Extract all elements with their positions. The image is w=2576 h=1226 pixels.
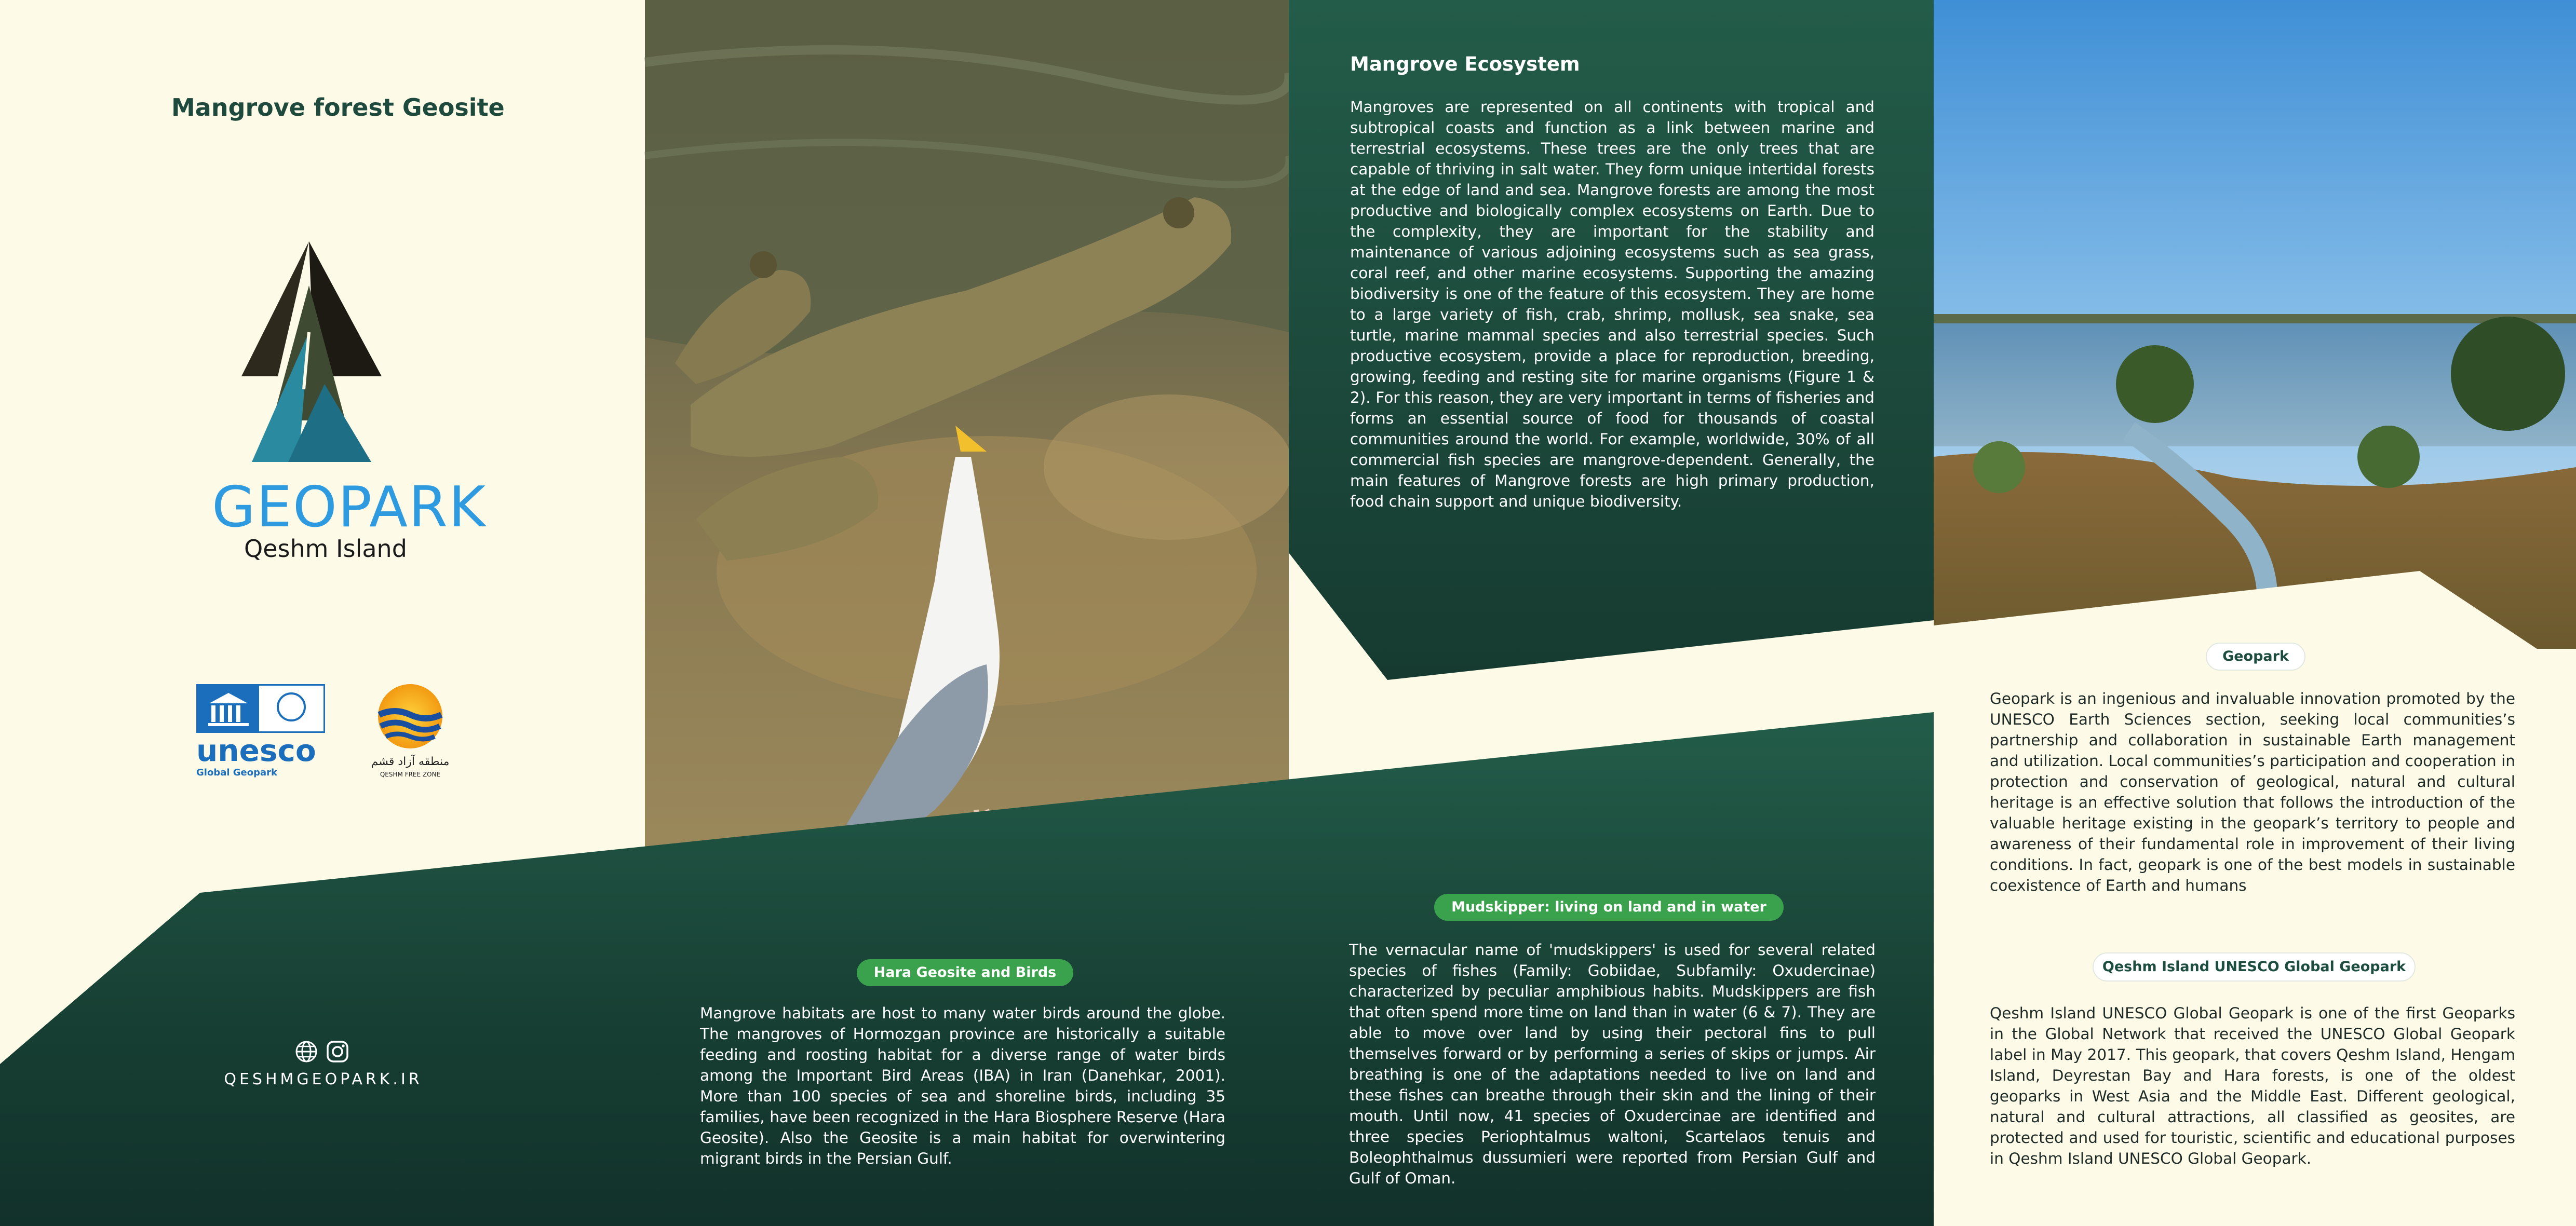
mudskipper-photo <box>645 0 1293 893</box>
unesco-logo <box>196 684 325 778</box>
mudskipper-body: The vernacular name of 'mudskippers' is used for several related species of fishes (Family: Gobiidae, Subfamily: Oxudercinae) characterized by peculiar amphibious habits. Mudskippers are fish that often spend more time on land than in water (6 & 7). They are able to move over land by using their pectoral fins to pull themselves forward or by performing a series of skips or jumps. Air breathing is one of the adaptations needed to live on land and these fishes can breathe through their skin and the lining of their mouth. Until now, 41 species of Oxudercinae are identified and three species Periophtalmus waltoni, Scartelaos tenuis and Boleophthalmus dussumieri were reported from Persian Gulf and Gulf of Oman. <box>1349 941 1876 1187</box>
globe-icon[interactable] <box>295 1040 318 1063</box>
global-geopark-icon <box>259 686 323 731</box>
unesco-emblem-box <box>196 684 325 733</box>
qeshm-body: Qeshm Island UNESCO Global Geopark is one of the first Geoparks in the Global Network that received the UNESCO Global Geopark label in May 2017. This geopark, that covers Qeshm Island, Hengam Island, Deyrestan Bay and Hara forests, is one of the oldest geoparks in West Asia and the Middle East. Different geological, natural and cultural attractions, all classified as geosites, are protected and used for touristic, scientific and educational purposes in Qeshm Island UNESCO Global Geopark. <box>1990 1004 2515 1167</box>
hara-body: Mangrove habitats are host to many water birds around the globe. The mangroves of Hormozgan province are historically a suitable feeding and roosting habitat for a diverse range of water birds among the Important Bird Areas (IBA) in Iran (Danehkar, 2001). More than 100 species of sea and shoreline birds, including 35 families, have been recognized in the Hara Biosphere Reserve (Hara Geosite). Also the Geosite is a main habitat for overwintering migrant birds in the Persian Gulf. <box>700 1004 1225 1167</box>
geopark-logo-text: GEOPARK <box>212 475 487 540</box>
mangrove-landscape-photo <box>1934 0 2576 649</box>
qeshm-title: Qeshm Island UNESCO Global Geopark <box>2093 952 2416 982</box>
unesco-temple-icon <box>198 686 259 731</box>
geosite-title: Mangrove forest Geosite <box>171 93 505 121</box>
hara-title: Hara Geosite and Birds <box>857 959 1073 986</box>
unesco-subtitle: Global Geopark <box>196 767 278 778</box>
qeshm-free-zone-sun-icon <box>376 683 444 750</box>
geopark-title: Geopark <box>2206 643 2305 671</box>
instagram-icon[interactable] <box>326 1040 349 1063</box>
free-zone-persian-text: منطقه آزاد قشم <box>371 755 450 768</box>
geopark-body: Geopark is an ingenious and invaluable innovation promoted by the UNESCO Earth Sciences section, seeking local communities’s partnership and collaboration in sustainable Earth management and utilization. Local communities’s participation and cooperation in protection and conservation of geological, natural and cultural heritage is an effective solution that follows the introduction of the valuable heritage existing in the geopark’s territory to people and awareness of their fundamental role in improvement of their living conditions. In fact, geopark is one of the best models in sustainable coexistence of Earth and humans <box>1990 690 2515 894</box>
free-zone-english-text: QESHM FREE ZONE <box>380 771 441 778</box>
unesco-wordmark: unesco <box>196 733 316 768</box>
ecosystem-title: Mangrove Ecosystem <box>1350 53 1580 75</box>
geopark-logo-subtext: Qeshm Island <box>244 535 407 563</box>
website-link[interactable]: QESHMGEOPARK.IR <box>224 1070 423 1088</box>
ecosystem-body: Mangroves are represented on all continents with tropical and subtropical coasts and function as a link between marine and terrestrial ecosystems. These trees are the only trees that are capable of thriving in salt water. They form unique intertidal forests at the edge of land and sea. Mangrove forests are among the most productive and biologically complex ecosystems on Earth. Due to the complexity, they are important for the stability and maintenance of various adjoining ecosystems such as sea grass, coral reef, and other marine ecosystems. Supporting the amazing biodiversity is one of the feature of this ecosystem. They are home to a large variety of fish, crab, shrimp, mollusk, sea snake, sea turtle, marine mammal species and also terrestrial species. Such productive ecosystem, provide a place for reproduction, breeding, growing, feeding and resting site for marine organisms (Figure 1 & 2). For this reason, they are very important in terms of fisheries and forms an essential source of food for thousands of coastal communities around the world. For example, worldwide, 30% of all commercial fish species are mangrove-dependent. Generally, the main features of Mangrove forests are high primary production, food chain support and unique biodiversity. <box>1350 98 1874 510</box>
geopark-mountain-logo <box>221 234 397 467</box>
mudskipper-title: Mudskipper: living on land and in water <box>1434 894 1784 921</box>
